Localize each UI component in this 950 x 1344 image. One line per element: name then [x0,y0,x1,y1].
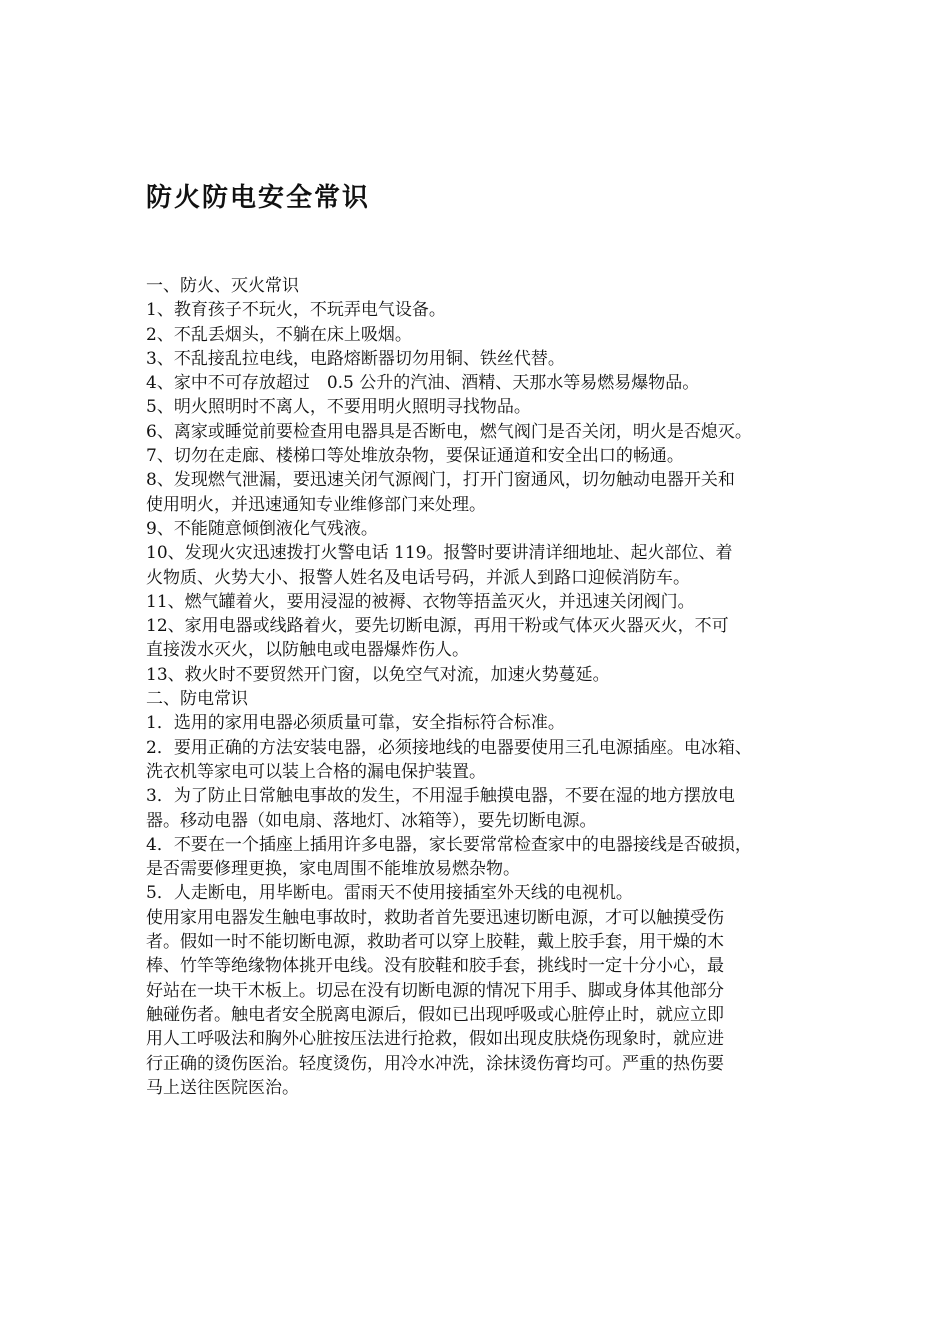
text-line: 二、防电常识 [146,689,248,710]
text-line: 是否需要修理更换，家电周围不能堆放易燃杂物。 [146,859,520,880]
text-line: 8、发现燃气泄漏，要迅速关闭气源阀门，打开门窗通风，切勿触动电器开关和 [146,470,735,491]
text-line: 13、救火时不要贸然开门窗，以免空气对流，加速火势蔓延。 [146,664,610,685]
text-line: 行正确的烫伤医治。轻度烫伤，用冷水冲洗，涂抹烫伤膏均可。严重的热伤要 [146,1053,724,1074]
text-line: 3．为了防止日常触电事故的发生，不用湿手触摸电器，不要在湿的地方摆放电 [146,786,735,807]
text-line: 4、家中不可存放超过 0.5 公升的汽油、酒精、天那水等易燃易爆物品。 [146,373,700,394]
text-line: 5、明火照明时不离人，不要用明火照明寻找物品。 [146,397,531,418]
text-line: 洗衣机等家电可以装上合格的漏电保护装置。 [146,761,486,782]
text-line: 11、燃气罐着火，要用浸湿的被褥、衣物等捂盖灭火，并迅速关闭阀门。 [146,591,695,612]
text-line: 火物质、火势大小、报警人姓名及电话号码，并派人到路口迎候消防车。 [146,567,690,588]
text-line: 使用家用电器发生触电事故时，救助者首先要迅速切断电源，才可以触摸受伤 [146,907,724,928]
document-title: 防火防电安全常识 [146,183,371,213]
text-line: 10、发现火灾迅速拨打火警电话 119。报警时要讲清详细地址、起火部位、着 [146,543,733,564]
text-line: 一、防火、灭火常识 [146,276,299,296]
text-line: 棒、竹竿等绝缘物体挑开电线。没有胶鞋和胶手套，挑线时一定十分小心，最 [146,956,724,977]
text-line: 好站在一块干木板上。切忌在没有切断电源的情况下用手、脚或身体其他部分 [146,980,724,1001]
text-line: 触碰伤者。触电者安全脱离电源后，假如已出现呼吸或心脏停止时，就应立即 [146,1004,724,1025]
text-line: 9、不能随意倾倒液化气残液。 [146,518,378,539]
text-line: 2、不乱丢烟头，不躺在床上吸烟。 [146,324,412,345]
document-body [146,274,826,1100]
text-line: 马上送往医院医治。 [146,1077,299,1098]
text-line: 者。假如一时不能切断电源，救助者可以穿上胶鞋，戴上胶手套，用干燥的木 [146,932,724,953]
text-line: 器。移动电器（如电扇、落地灯、冰箱等），要先切断电源。 [146,810,597,831]
text-line: 1．选用的家用电器必须质量可靠，安全指标符合标准。 [146,713,565,734]
text-line: 4．不要在一个插座上插用许多电器，家长要常常检查家中的电器接线是否破损， [146,834,752,855]
text-line: 6、离家或睡觉前要检查用电器具是否断电，燃气阀门是否关闭，明火是否熄灭。 [146,421,752,442]
text-line: 1、教育孩子不玩火，不玩弄电气设备。 [146,300,446,321]
text-line: 5．人走断电，用毕断电。雷雨天不使用接插室外天线的电视机。 [146,883,633,904]
text-line: 2．要用正确的方法安装电器，必须接地线的电器要使用三孔电源插座。电冰箱、 [146,737,752,758]
text-line: 12、家用电器或线路着火，要先切断电源，再用干粉或气体灭火器灭火，不可 [146,616,729,637]
text-line: 7、切勿在走廊、楼梯口等处堆放杂物，要保证通道和安全出口的畅通。 [146,446,684,467]
text-line: 用人工呼吸法和胸外心脏按压法进行抢救，假如出现皮肤烧伤现象时，就应进 [146,1029,724,1050]
text-line: 使用明火，并迅速通知专业维修部门来处理。 [146,494,486,515]
text-line: 3、不乱接乱拉电线，电路熔断器切勿用铜、铁丝代替。 [146,348,565,369]
text-line: 直接泼水灭火，以防触电或电器爆炸伤人。 [146,640,469,661]
